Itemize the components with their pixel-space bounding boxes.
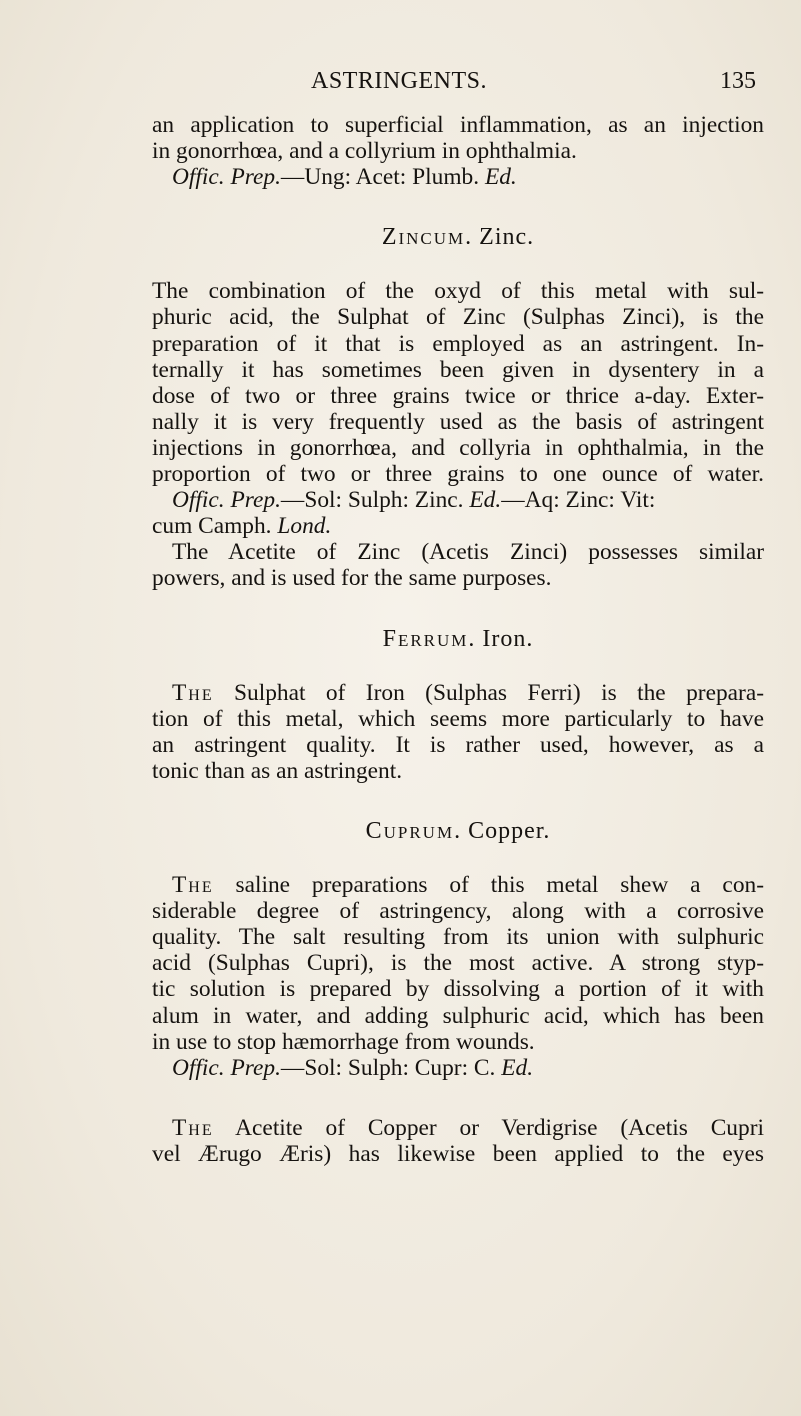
prep-text: —Sol: Sulph: Cupr: C. bbox=[280, 1054, 502, 1081]
text-run: saline preparations of this metal shew a con- bbox=[213, 872, 764, 899]
text-line bbox=[152, 872, 764, 898]
pharmacopoeia-abbrev: Ed. bbox=[501, 1054, 534, 1081]
text-line: an astringent quality. It is rather used, however, as a bbox=[152, 731, 764, 758]
pharmacopoeia-abbrev: Ed. bbox=[484, 164, 517, 191]
text-line: quality. The salt resulting from its union with sulphuric bbox=[152, 924, 764, 951]
text-line: tic solution is prepared by dissolving a portion of it with bbox=[152, 976, 764, 1003]
lead-word: The bbox=[172, 1114, 214, 1141]
text-line: nally it is very frequently used as the basis of astringent bbox=[152, 408, 764, 435]
prep-text: —Aq: Zinc: Vit: bbox=[501, 487, 656, 514]
text-line: alum in water, and adding sulphuric acid, which has been bbox=[152, 1002, 764, 1029]
english-name: . Zinc. bbox=[465, 224, 535, 251]
text-line: siderable degree of astringency, along with a corrosive bbox=[152, 898, 764, 925]
lead-word: The bbox=[172, 679, 214, 706]
running-head bbox=[0, 68, 801, 98]
text-line: in use to stop hæmorrhage from wounds. bbox=[152, 1028, 535, 1055]
prep-text: cum Camph. bbox=[152, 513, 278, 540]
spacer bbox=[152, 190, 764, 224]
prep-text: —Sol: Sulph: Zinc. bbox=[280, 487, 470, 514]
text-line: preparation of it that is employed as an astringent. In- bbox=[152, 330, 764, 357]
spacer bbox=[152, 592, 764, 626]
text-line: powers, and is used for the same purposes. bbox=[152, 565, 552, 592]
spacer bbox=[152, 1081, 764, 1115]
officinal-preparation bbox=[152, 487, 764, 513]
offic-prep-label: Offic. Prep. bbox=[172, 487, 281, 514]
spacer bbox=[152, 250, 764, 278]
text-line: in gonorrhœa, and a collyrium in ophthalmia. bbox=[152, 138, 577, 165]
offic-prep-label: Offic. Prep. bbox=[172, 1054, 281, 1081]
text-line: tonic than as an astringent. bbox=[152, 757, 403, 784]
latin-name: Cuprum bbox=[365, 817, 455, 844]
text-line: The Acetite of Zinc (Acetis Zinci) possesses similar bbox=[172, 539, 764, 566]
body-text bbox=[152, 112, 764, 1167]
latin-name: Ferrum bbox=[382, 625, 469, 652]
pharmacopoeia-abbrev: Ed. bbox=[469, 487, 502, 514]
offic-prep-label: Offic. Prep. bbox=[172, 164, 281, 191]
text-line: phuric acid, the Sulphat of Zinc (Sulphas Zinci), is the bbox=[152, 304, 764, 331]
running-title: ASTRINGENTS. bbox=[311, 68, 488, 94]
text-line: proportion of two or three grains to one ounce of water. bbox=[152, 461, 764, 488]
text-line: acid (Sulphas Cupri), is the most active. A strong styp- bbox=[152, 950, 764, 977]
section-heading-zinc bbox=[152, 224, 764, 250]
text-line: tion of this metal, which seems more particularly to have bbox=[152, 705, 764, 732]
text-line bbox=[152, 513, 764, 539]
prep-text: —Ung: Acet: Plumb. bbox=[280, 164, 485, 191]
english-name: . Copper. bbox=[454, 817, 551, 844]
spacer bbox=[152, 844, 764, 872]
text-line: an application to superficial inflammation, as an injection bbox=[152, 112, 764, 138]
section-heading-iron bbox=[152, 626, 764, 652]
text-line: injections in gonorrhœa, and collyria in ophthalmia, in the bbox=[152, 434, 764, 461]
text-line: ternally it has sometimes been given in dysentery in a bbox=[152, 356, 764, 383]
text-run: Sulphat of Iron (Sulphas Ferri) is the prepara- bbox=[213, 679, 764, 706]
text-line: dose of two or three grains twice or thrice a-day. Exter- bbox=[152, 382, 764, 409]
english-name: . Iron. bbox=[468, 625, 534, 652]
spacer bbox=[152, 784, 764, 818]
officinal-preparation bbox=[152, 164, 764, 190]
text-line bbox=[152, 680, 764, 706]
lead-word: The bbox=[172, 872, 214, 899]
spacer bbox=[152, 652, 764, 680]
latin-name: Zincum bbox=[381, 224, 466, 251]
page-number: 135 bbox=[720, 68, 756, 94]
text-line bbox=[152, 1115, 764, 1141]
text-run: Acetite of Copper or Verdigrise (Acetis Cupri bbox=[213, 1114, 764, 1141]
officinal-preparation bbox=[152, 1055, 764, 1081]
section-heading-copper bbox=[152, 818, 764, 844]
pharmacopoeia-abbrev: Lond. bbox=[277, 513, 332, 540]
text-line: vel Ærugo Æris) has likewise been applied to the eyes bbox=[152, 1140, 764, 1167]
text-line: The combination of the oxyd of this metal with sul- bbox=[152, 278, 764, 305]
